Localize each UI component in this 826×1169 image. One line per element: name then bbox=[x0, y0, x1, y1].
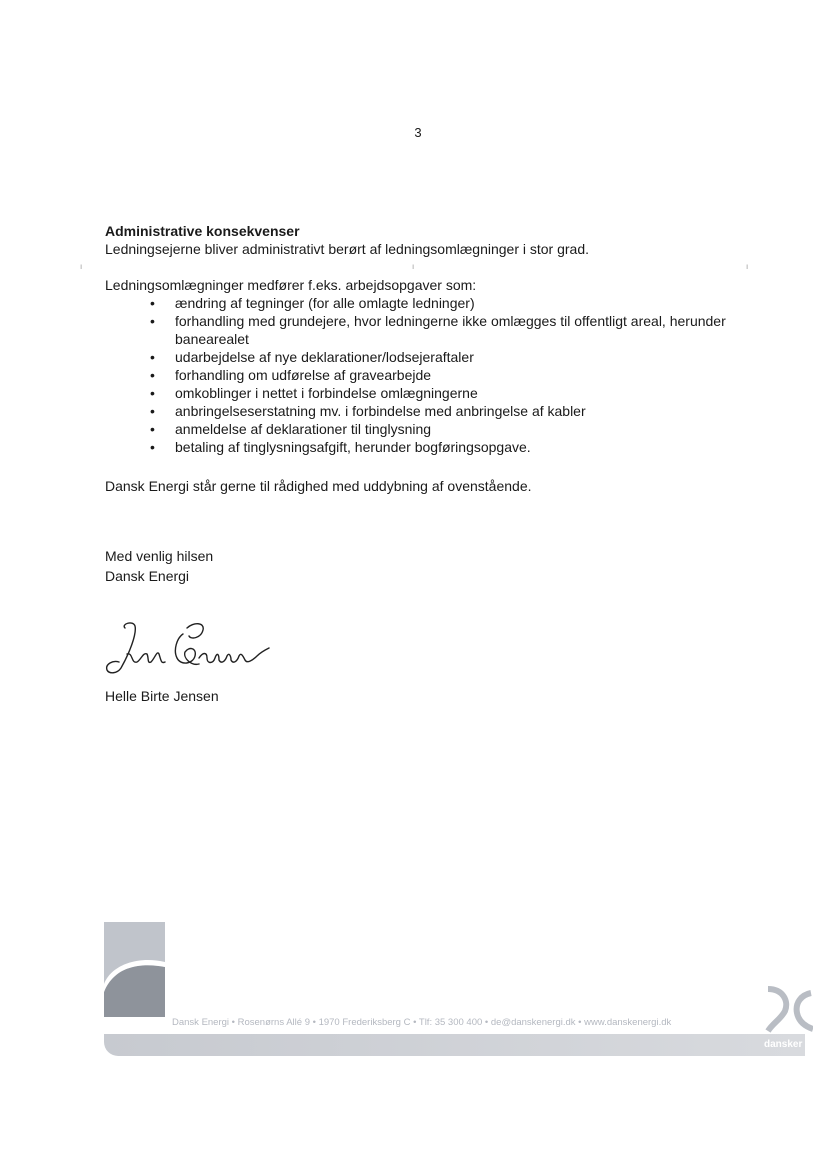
bullet-icon: • bbox=[150, 439, 155, 455]
list-item-text: ændring af tegninger (for alle omlagte ledninger) bbox=[175, 295, 475, 311]
list-item bbox=[150, 384, 730, 402]
sender-organisation: Dansk Energi bbox=[105, 568, 190, 584]
list-item-text: omkoblinger i nettet i forbindelse omlægningerne bbox=[175, 385, 478, 401]
list-item bbox=[150, 420, 730, 438]
consequences-section bbox=[105, 222, 745, 258]
bullet-icon: • bbox=[150, 349, 155, 365]
page-number: 3 bbox=[414, 125, 422, 140]
signer-name: Helle Birte Jensen bbox=[105, 688, 219, 704]
footer-bar bbox=[104, 1034, 805, 1056]
task-list-intro: Ledningsomlægninger medfører f.eks. arbejdsopgaver som: bbox=[105, 277, 477, 293]
bullet-icon: • bbox=[150, 385, 155, 401]
greeting-block bbox=[105, 546, 745, 586]
list-item-text: forhandling om udførelse af gravearbejde bbox=[175, 367, 432, 383]
bullet-icon: • bbox=[150, 367, 155, 383]
scan-mark: ı bbox=[80, 262, 83, 271]
bullet-icon: • bbox=[150, 295, 155, 311]
list-item bbox=[150, 312, 730, 348]
list-item-text: anbringelseserstatning mv. i forbindelse med anbringelse af kabler bbox=[175, 403, 586, 419]
dansk-energi-logo-icon bbox=[763, 985, 813, 1035]
handwritten-signature bbox=[103, 614, 273, 678]
list-item bbox=[150, 402, 730, 420]
brand-name: dansker bbox=[764, 1039, 803, 1050]
task-list bbox=[150, 294, 730, 456]
bullet-icon: • bbox=[150, 313, 155, 329]
bullet-icon: • bbox=[150, 403, 155, 419]
section-intro: Ledningsejerne bliver administrativt berørt af ledningsomlægninger i stor grad. bbox=[105, 241, 590, 257]
list-item-text: anmeldelse af deklarationer til tinglysning bbox=[175, 421, 432, 437]
scan-mark: ı bbox=[412, 262, 415, 271]
list-item-text: betaling af tinglysningsafgift, herunder bogføringsopgave. bbox=[175, 439, 531, 455]
scan-mark: ı bbox=[746, 262, 749, 271]
list-item bbox=[150, 348, 730, 366]
list-item-text: udarbejdelse af nye deklarationer/lodsejeraftaler bbox=[175, 349, 474, 365]
letterhead-logo-block bbox=[104, 922, 165, 1017]
list-item bbox=[150, 366, 730, 384]
list-item bbox=[150, 438, 730, 456]
list-item-text: forhandling med grundejere, hvor ledningerne ikke omlægges til offentligt areal, herunder banearealet bbox=[175, 313, 726, 347]
bullet-icon: • bbox=[150, 421, 155, 437]
section-heading: Administrative konsekvenser bbox=[105, 223, 300, 239]
list-item bbox=[150, 294, 730, 312]
closing-note: Dansk Energi står gerne til rådighed med uddybning af ovenstående. bbox=[105, 478, 532, 494]
greeting: Med venlig hilsen bbox=[105, 548, 214, 564]
footer-address: Dansk Energi • Rosenørns Allé 9 • 1970 Frederiksberg C • Tlf: 35 300 400 • de@danskenergi.dk • www.danskenergi.dk bbox=[172, 1017, 672, 1028]
